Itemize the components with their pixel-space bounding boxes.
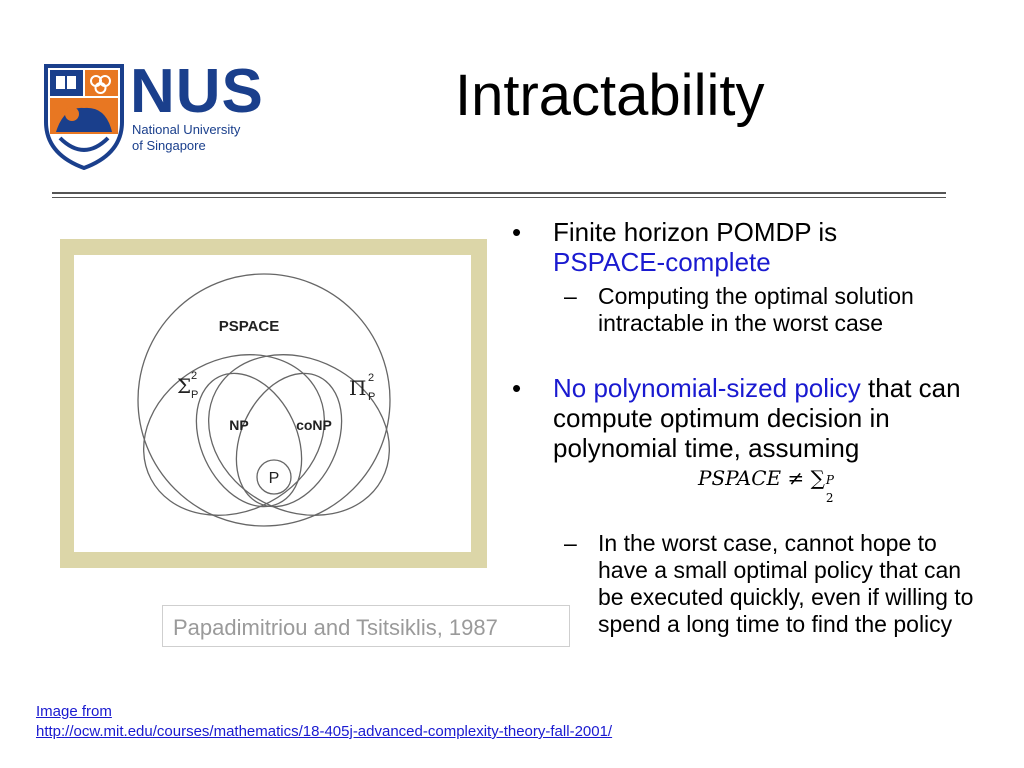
image-source-footer	[36, 702, 612, 742]
bullet-2-rest: that can compute optimum decision in polynomial time, assuming	[553, 373, 961, 463]
bullet-2-sub-text: In the worst case, cannot hope to have a small optimal policy that can be executed quickly, even if willing to spend a long time to find the policy	[598, 530, 974, 637]
logo-name: NUS	[130, 57, 264, 126]
bullet-dot-icon: •	[512, 217, 522, 247]
figure-caption-box	[162, 605, 570, 647]
sigma2-ellipse	[115, 324, 352, 546]
complexity-diagram	[74, 255, 471, 552]
assumption-formula	[698, 466, 839, 505]
label-sigma: Σ	[177, 374, 192, 398]
slide-title: Intractability	[455, 63, 765, 128]
bullet-1-text	[553, 217, 973, 277]
nus-crest-icon	[42, 62, 126, 170]
bullet-1-sub-text: Computing the optimal solution intractable in the worst case	[598, 283, 914, 336]
title-divider-top	[52, 192, 946, 194]
pspace-circle	[138, 274, 390, 526]
image-source-link-url[interactable]: http://ocw.mit.edu/courses/mathematics/18-405j-advanced-complexity-theory-fall-2001/	[36, 723, 613, 740]
title-divider-bottom	[52, 197, 946, 198]
label-pi: Π	[349, 376, 367, 400]
label-pi-sup: 2	[368, 372, 375, 384]
bullet-1-line2: PSPACE-complete	[553, 247, 771, 277]
dash-icon: –	[564, 530, 577, 556]
label-sigma-sub: P	[191, 389, 199, 401]
dash-icon: –	[564, 283, 577, 309]
formula-sub: 2	[825, 491, 834, 505]
formula-main: PSPACE ≠ ∑	[698, 466, 825, 490]
logo-subtitle-line2: of Singapore	[132, 138, 206, 153]
bullet-dot-icon: •	[512, 373, 522, 403]
label-sigma-sup: 2	[191, 370, 198, 382]
logo-subtitle	[132, 122, 240, 154]
logo-subtitle-line1: National University	[132, 122, 241, 137]
bullet-1-line1: Finite horizon POMDP is	[553, 217, 838, 247]
image-source-link-label[interactable]: Image from	[36, 703, 112, 720]
figure-caption: Papadimitriou and Tsitsiklis, 1987	[173, 615, 498, 640]
formula-sup: P	[825, 473, 834, 487]
label-conp: coNP	[296, 417, 332, 433]
complexity-diagram-frame	[60, 239, 487, 568]
complexity-venn-diagram	[74, 255, 471, 552]
label-pspace: PSPACE	[218, 318, 280, 335]
label-p: P	[268, 470, 280, 487]
bullet-2-highlight: No polynomial-sized policy	[553, 373, 861, 403]
bullet-2-text	[553, 373, 973, 463]
nus-logo	[42, 57, 272, 172]
label-pi-sub: P	[368, 391, 376, 403]
label-np: NP	[229, 417, 249, 433]
